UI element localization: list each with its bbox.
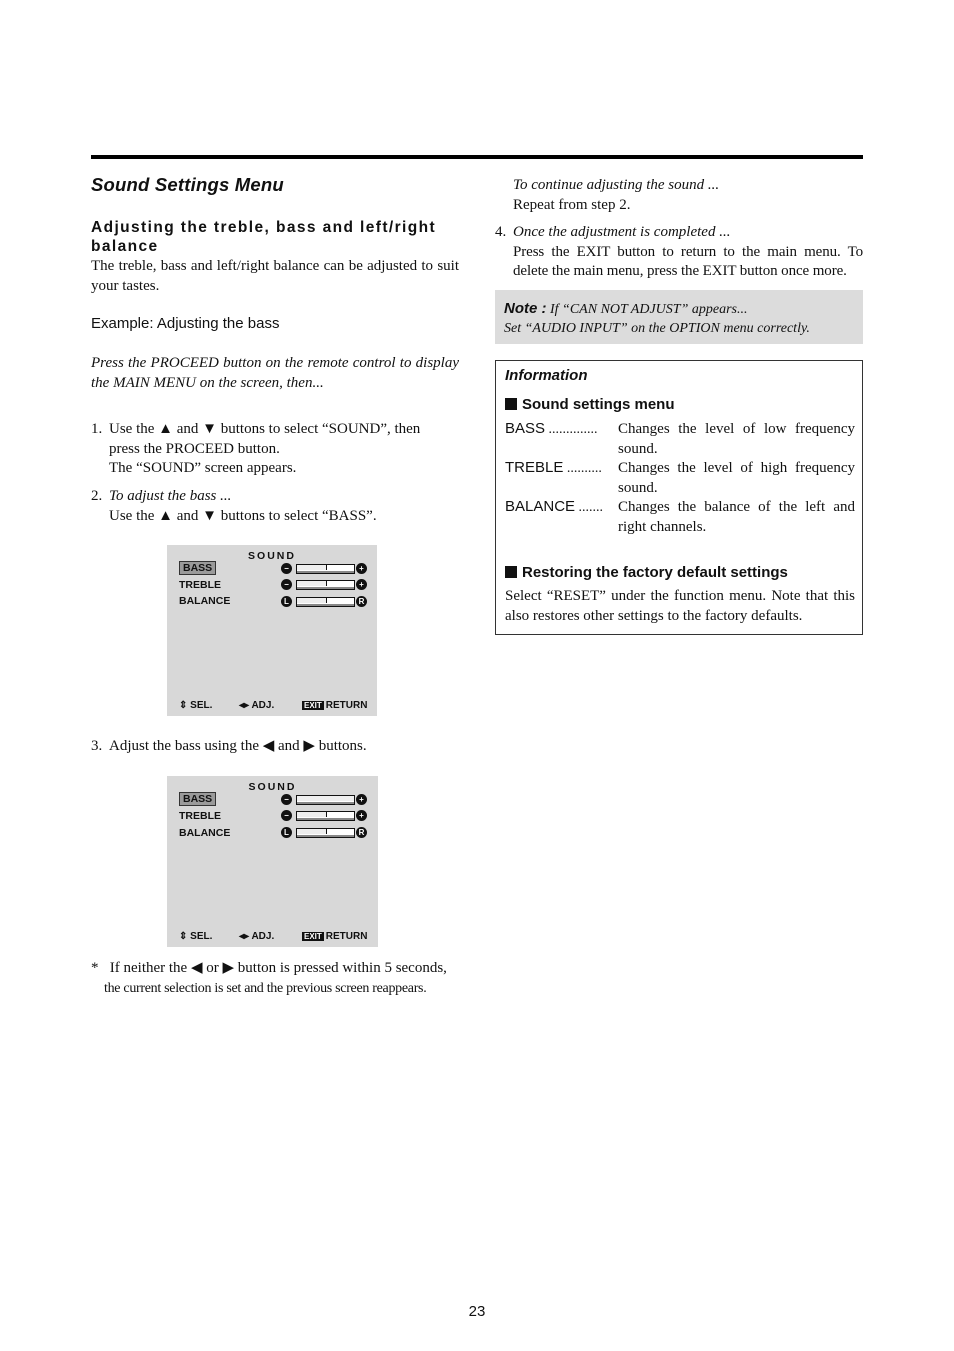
osd-item-balance: BALANCE <box>179 595 231 607</box>
return-label: RETURN <box>325 931 368 942</box>
slider-fill <box>297 829 327 834</box>
osd-item-bass: BASS <box>179 792 216 806</box>
info-term: BASS <box>505 420 546 437</box>
info-desc: Changes the level of high frequency sound. <box>618 460 855 496</box>
exit-icon: EXIT <box>304 932 322 941</box>
slider-track <box>296 597 355 607</box>
sel-label: SEL. <box>190 931 213 942</box>
step-1-line-2: press the PROCEED button. <box>109 440 280 457</box>
step-4-number: 4. <box>495 224 507 240</box>
osd-screen-2 <box>167 776 378 947</box>
info-rows <box>505 420 855 537</box>
footnote-line-2: the current selection is set and the previous screen reappears. <box>104 980 427 996</box>
osd-title: SOUND <box>248 781 297 793</box>
minus-icon: − <box>281 563 292 574</box>
continue-line-1: To continue adjusting the sound ... <box>513 177 720 193</box>
step-1-line-1: Use the ▲ and ▼ buttons to select “SOUND”, then <box>109 421 421 437</box>
osd-adj-hint: ◂▸ ADJ. <box>239 700 275 711</box>
square-bullet-icon <box>505 566 517 578</box>
slider-track <box>296 828 355 838</box>
info-term: TREBLE <box>505 459 564 476</box>
step-3-number: 3. <box>91 738 103 754</box>
osd-sel-hint: ⇕ SEL. <box>179 700 213 711</box>
example-label: Example: Adjusting the bass <box>91 315 280 332</box>
step-3-text: Adjust the bass using the ◀ and ▶ buttons. <box>109 738 367 754</box>
footnote-mark: * <box>91 960 99 976</box>
slider-track <box>296 795 355 805</box>
minus-icon: − <box>281 794 292 805</box>
osd-item-balance: BALANCE <box>179 827 231 839</box>
step-2-line-2: Use the ▲ and ▼ buttons to select “BASS”. <box>109 507 377 524</box>
note-line-1: If “CAN NOT ADJUST” appears... <box>550 302 748 317</box>
step-2-line-1: To adjust the bass ... <box>109 488 232 504</box>
exit-icon: EXIT <box>304 701 322 710</box>
top-rule <box>91 155 863 159</box>
slider-fill <box>297 565 327 570</box>
step-4 <box>495 223 863 282</box>
step-1-line-3: The “SOUND” screen appears. <box>109 460 297 476</box>
info-row-treble: TREBLE .......... Changes the level of high frequency sound. <box>505 459 855 498</box>
slider-fill <box>297 812 327 817</box>
bass-slider <box>281 563 367 575</box>
square-bullet-icon <box>505 398 517 410</box>
info-section-2-text: Select “RESET” under the function menu. Note that this also restores other settings to the factory defaults. <box>505 588 855 624</box>
sel-label: SEL. <box>190 700 213 711</box>
step-2-number: 2. <box>91 488 103 504</box>
left-icon: L <box>281 596 292 607</box>
info-desc: Changes the level of low frequency sound. <box>618 421 855 457</box>
bass-slider <box>281 794 367 806</box>
section-subheading: Adjusting the treble, bass and left/right balance <box>91 219 437 255</box>
osd-item-treble: TREBLE <box>179 810 221 822</box>
info-row-balance: BALANCE ....... Changes the balance of the left and right channels. <box>505 498 855 537</box>
intro-text: The treble, bass and left/right balance can be adjusted to suit your tastes. <box>91 258 459 294</box>
note-line-2: Set “AUDIO INPUT” on the OPTION menu correctly. <box>504 321 810 336</box>
page-number: 23 <box>468 1303 486 1320</box>
info-title: Information <box>505 367 588 384</box>
note-label: Note : <box>504 300 547 317</box>
adj-label: ADJ. <box>251 700 275 711</box>
right-icon: R <box>356 596 367 607</box>
plus-icon: + <box>356 563 367 574</box>
continue-block <box>513 176 863 215</box>
footnote <box>91 959 463 998</box>
osd-title: SOUND <box>248 550 296 562</box>
press-note: Press the PROCEED button on the remote control to display the MAIN MENU on the screen, then... <box>91 355 459 391</box>
step-1-number: 1. <box>91 421 103 437</box>
left-icon: L <box>281 827 292 838</box>
slider-fill <box>297 581 327 586</box>
balance-slider <box>281 827 367 839</box>
slider-track <box>296 564 355 574</box>
plus-icon: + <box>356 794 367 805</box>
step-2 <box>91 487 461 526</box>
continue-line-2: Repeat from step 2. <box>513 196 631 213</box>
plus-icon: + <box>356 579 367 590</box>
info-row-bass: BASS .............. Changes the level of low frequency sound. <box>505 420 855 459</box>
info-term: BALANCE <box>505 498 576 515</box>
adj-label: ADJ. <box>251 931 275 942</box>
info-desc: Changes the balance of the left and right channels. <box>618 499 855 535</box>
return-label: RETURN <box>325 700 368 711</box>
info-section-2-title: Restoring the factory default settings <box>505 564 788 581</box>
information-box <box>495 360 863 635</box>
osd-sel-hint: ⇕ SEL. <box>179 931 213 942</box>
right-icon: R <box>356 827 367 838</box>
footnote-line-1: If neither the ◀ or ▶ button is pressed within 5 seconds, <box>109 960 447 976</box>
step-4-line-2: Press the EXIT button to return to the main menu. To delete the main menu, press the EXIT button once more. <box>513 243 863 279</box>
osd-return-hint <box>302 700 367 711</box>
slider-fill <box>297 598 327 603</box>
balance-slider <box>281 596 367 608</box>
osd-screen-1 <box>167 545 377 716</box>
note-box <box>495 290 863 344</box>
osd-adj-hint: ◂▸ ADJ. <box>239 931 275 942</box>
plus-icon: + <box>356 810 367 821</box>
step-3 <box>91 737 461 757</box>
slider-track <box>296 811 355 821</box>
slider-fill <box>297 796 355 801</box>
step-4-line-1: Once the adjustment is completed ... <box>513 224 731 240</box>
page-heading: Sound Settings Menu <box>91 174 284 195</box>
info-section-1-title: Sound settings menu <box>505 396 675 413</box>
treble-slider <box>281 579 367 591</box>
step-1 <box>91 420 461 479</box>
slider-track <box>296 580 355 590</box>
treble-slider <box>281 810 367 822</box>
minus-icon: − <box>281 810 292 821</box>
osd-return-hint <box>302 931 367 942</box>
osd-item-treble: TREBLE <box>179 579 221 591</box>
minus-icon: − <box>281 579 292 590</box>
osd-item-bass: BASS <box>179 561 216 575</box>
